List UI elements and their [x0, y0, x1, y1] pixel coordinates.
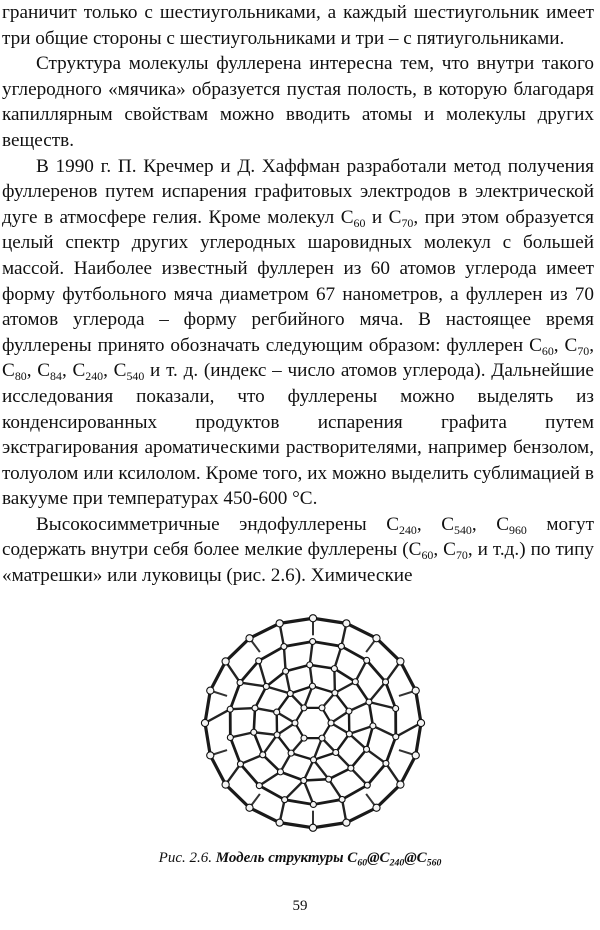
paragraph-endofullerenes: Высокосимметричные эндофуллерены $C_{240}$, $C_{540}$, $C_{960}$ могут содержать внутри себя более мелкие фуллерены ($C_{60}$, $C_{70}$, и т.д.) по типу «матрешки» или луковицы (рис. 2.6). Химические: [2, 513, 594, 587]
paragraph-history: В 1990 г. П. Кречмер и Д. Хаффман разработали метод получения фуллеренов путем испарения графитовых электродов в электрической дуге в атмосфере гелия. Кроме молекул $C_{60}$ и $C_{70}$, при этом образуется целый спектр других углеродных шаровидных молекул с большей массой. Наиболее известный фуллерен из 60 атомов углерода имеет форму футбольного мяча диаметром 67 нанометров, а фуллерен из 70 атомов углерода – форму регбийного мяча. В настоящее время фуллерены принято обозначать следующим образом: фуллерен $C_{60}$, $C_{70}$, $C_{80}$, $C_{84}$, $C_{240}$, $C_{540}$ и т. д. (индекс – число атомов углерода). Дальнейшие исследования показали, что фуллерены можно выделять из конденсированных продуктов испарения графита путем экстрагирования ароматическими растворителями, например бензолом, толуолом или ксилолом. Кроме того, их можно выделить сублимацией в вакууме при температурах 450-600 °C.: [2, 155, 594, 510]
figure-caption: Рис. 2.6. Модель структуры $C_{60}@C_{240}@C_{560}$: [158, 850, 442, 869]
paragraph-structure: Структура молекулы фуллерена интересна тем, что внутри такого углеродного «мячика» образуется пустая полость, в которую благодаря капиллярным свойствам можно вводить атомы и молекулы других веществ.: [2, 53, 594, 151]
paragraph-continuation: граничит только с шестиугольниками, а каждый шестиугольник имеет три общие стороны с шестиугольниками и три – с пятиугольниками.: [2, 2, 594, 49]
page-number: 59: [292, 898, 308, 914]
body-text: [2, 0, 594, 589]
fullerene-figure: [194, 607, 432, 839]
fullerene-model-icon: [194, 607, 432, 839]
